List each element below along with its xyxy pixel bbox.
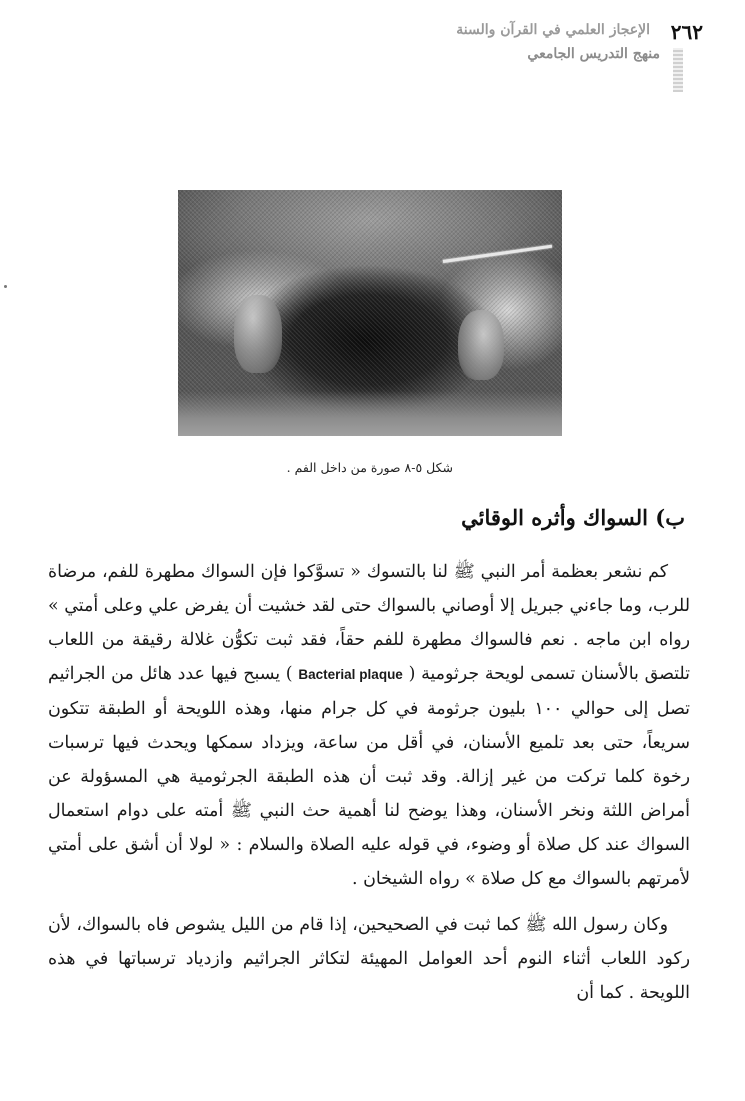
running-header-title: الإعجاز العلمي في القرآن والسنة [456,22,650,38]
page-number: ٢٦٢ [670,20,703,44]
running-header-subtitle: منهج التدريس الجامعي [527,46,660,62]
photo-tooth-left [234,295,282,373]
photo-tooth-right [458,310,504,380]
latin-term: Bacterial plaque [298,667,403,682]
paragraph-1 [48,555,690,896]
body-text [48,555,690,1010]
paragraph-1-text-a: كم نشعر بعظمة أمر النبي ﷺ لنا بالتسوك « تسوَّكوا فإن السواك مطهرة للفم، مرضاة للرب، وما جاءني جبريل إلا أوصاني بالسواك حتى لقد خشيت أن يفرض علي وعلى أمتي » رواه ابن ماجه . نعم فالسواك مطهرة للفم حقاً، فقد ثبت تكوُّن غلالة رقيقة من اللعاب تلتصق بالأسنان تسمى لويحة جرثومية ( [48,562,690,684]
header-decoration [673,48,683,92]
figure-caption: شكل ٥-٨ صورة من داخل الفم . [286,460,453,475]
section-heading: ب) السواك وأثره الوقائي [461,505,685,530]
paragraph-2: وكان رسول الله ﷺ كما ثبت في الصحيحين، إذا قام من الليل يشوص فاه بالسواك، لأن ركود اللعاب أثناء النوم أحد العوامل المهيئة لتكاثر الجراثيم وازدياد ترسباتها في هذه اللويحة . كما أن [48,915,690,1003]
margin-speck [4,285,7,288]
mouth-interior-photo [178,190,562,436]
photo-lower-lip [178,391,562,436]
paragraph-1-text-b: ) يسبح فيها عدد هائل من الجراثيم تصل إلى حوالي ١٠٠ بليون جرثومة في كل جرام منها، وهذه اللويحة أو الطبقة تتكون سريعاً، حتى بعد تلميع الأسنان، في أقل من ساعة، ويزداد سمكها ويحدث فيها ترسبات رخوة كلما تركت من غير إزالة. وقد ثبت أن هذه الطبقة الجرثومية هي المسؤولة عن أمراض اللثة ونخر الأسنان، وهذا يوضح لنا أهمية حث النبي ﷺ أمته على دوام استعمال السواك عند كل صلاة أو وضوء، في قوله عليه الصلاة والسلام : « لولا أن أشق على أمتي لأمرتهم بالسواك مع كل صلاة » رواه الشيخان . [48,664,690,889]
photo-probe [443,245,552,263]
